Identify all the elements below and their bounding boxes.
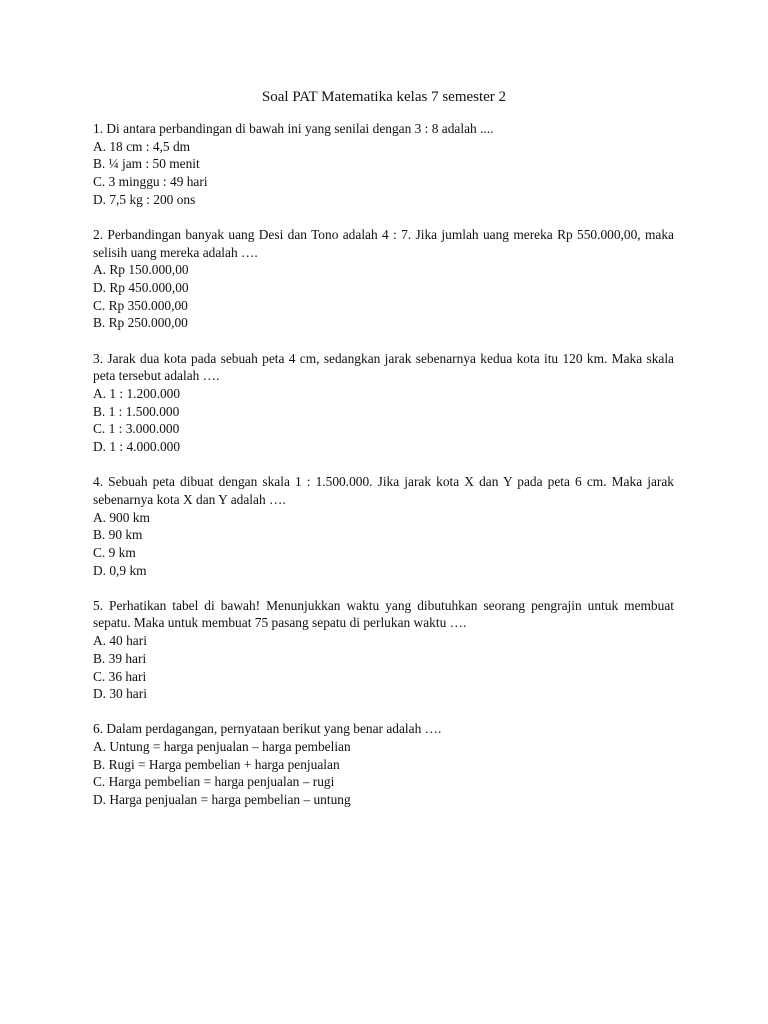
question-5 — [93, 597, 674, 703]
document-title: Soal PAT Matematika kelas 7 semester 2 — [261, 89, 507, 105]
option-b: B. 39 hari — [93, 650, 147, 666]
option-c: C. 36 hari — [93, 668, 147, 684]
option-a: A. Untung = harga penjualan – harga pembelian — [93, 739, 351, 755]
option-b: B. 90 km — [93, 527, 143, 543]
question-stem: 4. Sebuah peta dibuat dengan skala 1 : 1.500.000. Jika jarak kota X dan Y pada peta 6 cm. Maka jarak sebenarnya kota X dan Y adalah …. — [93, 474, 674, 507]
option-b: B. 1 : 1.500.000 — [93, 403, 180, 419]
question-3 — [93, 350, 674, 456]
option-c: C. Harga pembelian = harga penjualan – rugi — [93, 774, 335, 790]
question-6 — [93, 720, 674, 809]
option-a: A. 900 km — [93, 509, 150, 525]
question-stem: 5. Perhatikan tabel di bawah! Menunjukkan waktu yang dibutuhkan seorang pengrajin untuk membuat sepatu. Maka untuk membuat 75 pasang sepatu di perlukan waktu …. — [93, 597, 674, 631]
option-d: D. 7,5 kg : 200 ons — [93, 191, 196, 207]
option-a: A. Rp 150.000,00 — [93, 262, 189, 278]
question-list — [93, 120, 674, 826]
option-a: A. 18 cm : 4,5 dm — [93, 138, 191, 154]
question-stem: 3. Jarak dua kota pada sebuah peta 4 cm, sedangkan jarak sebenarnya kedua kota itu 120 km. Maka skala peta tersebut adalah …. — [93, 350, 674, 384]
option-d: D. Harga penjualan = harga pembelian – untung — [93, 792, 351, 808]
option-d: D. 1 : 4.000.000 — [93, 439, 181, 455]
option-b: B. Rp 250.000,00 — [93, 315, 188, 331]
option-d: D. 30 hari — [93, 686, 147, 702]
option-d: D. Rp 450.000,00 — [93, 280, 189, 296]
option-c: C. 3 minggu : 49 hari — [93, 174, 208, 190]
option-c: C. Rp 350.000,00 — [93, 297, 188, 313]
option-c: C. 9 km — [93, 544, 136, 560]
option-b: B. Rugi = Harga pembelian + harga penjualan — [93, 756, 340, 772]
question-stem: 1. Di antara perbandingan di bawah ini yang senilai dengan 3 : 8 adalah .... — [93, 121, 494, 136]
option-a: A. 1 : 1.200.000 — [93, 385, 181, 401]
option-a: A. 40 hari — [93, 633, 147, 649]
option-d: D. 0,9 km — [93, 562, 147, 578]
option-b: B. ¼ jam : 50 menit — [93, 156, 200, 172]
question-2 — [93, 226, 674, 332]
question-4 — [93, 473, 674, 579]
option-c: C. 1 : 3.000.000 — [93, 421, 180, 437]
question-1 — [93, 120, 674, 209]
question-stem: 2. Perbandingan banyak uang Desi dan Tono adalah 4 : 7. Jika jumlah uang mereka Rp 550.000,00, maka selisih uang mereka adalah …. — [93, 226, 674, 260]
question-stem: 6. Dalam perdagangan, pernyataan berikut yang benar adalah …. — [93, 721, 442, 737]
